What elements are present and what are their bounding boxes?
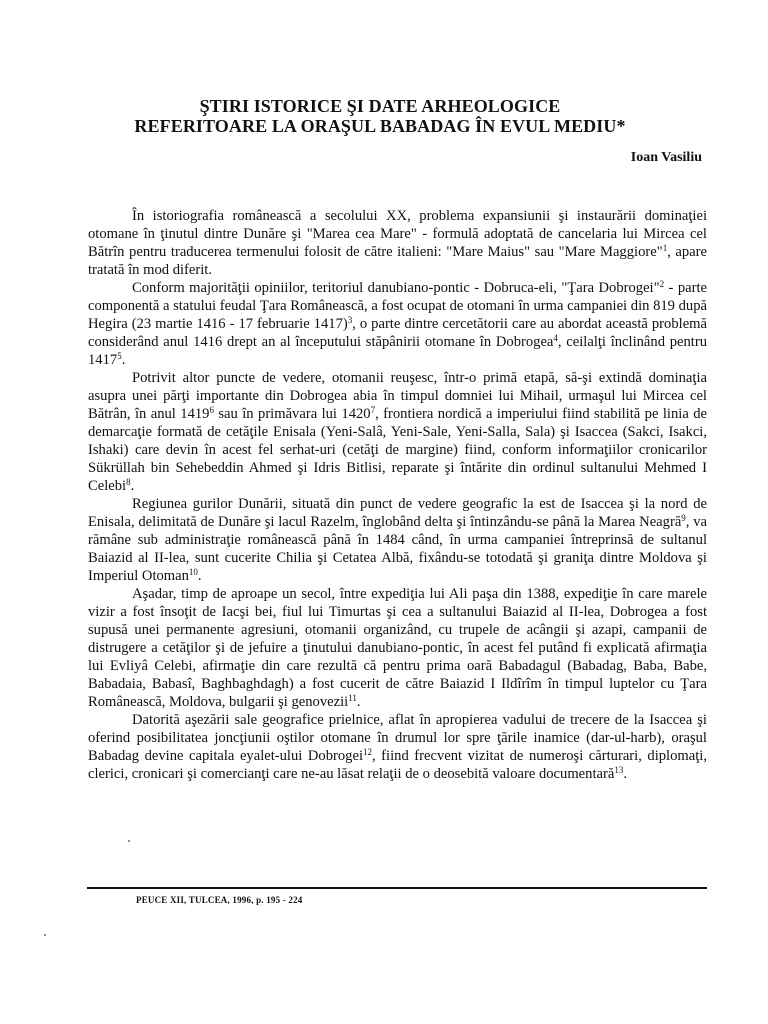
article-title [60, 96, 700, 136]
footnote-ref: 10 [188, 567, 198, 577]
text-run: Datorită aşezării sale geografice prielnice, aflat în apropierea vadului de trecere de la Isaccea şi oferind posibilitatea joncţiunii oştilor otomane în drumul lor spre ţările inamice (dar-ul-harb), oraşul Babadag devine capitala eyalet-ului Dobrogei [88, 712, 707, 764]
text-run: , apare tratată în mod diferit. [88, 244, 707, 278]
text-run: , frontiera nordică a imperiului fiind stabilită pe linia de demarcaţie formată de cetăţile Enisala (Yeni-Salâ, Yeni-Sale, Yeni-Salla, Sala) şi Isaccea (Sakci, Isakci, Ishaki) care devin în acest fel serhat-uri (cetăţi de margine) fiind, conform informaţiilor cronicarilor Sükrüllah bin Sehebeddin Ahmed şi Idris Bitlisi, reparate şi întărite din ordinul sultanului Mehmed I Celebi [88, 406, 707, 494]
paragraph [88, 495, 707, 585]
text-run: . [130, 478, 135, 494]
author-name: Ioan Vasiliu [630, 150, 702, 165]
footnote-ref: 5 [117, 351, 122, 361]
text-run: sau în primăvara lui 1420 [213, 406, 371, 422]
journal-citation: PEUCE XII, TULCEA, 1996, p. 195 - 224 [136, 895, 303, 905]
title-line-2: REFERITOARE LA ORAŞUL BABADAG ÎN EVUL MEDIU* [134, 116, 626, 136]
text-run: . [356, 694, 361, 710]
scan-speck [128, 840, 130, 842]
text-run: , va rămâne sub administraţie românească până în 1484 când, în urma campaniei întreprinsă de sultanul Baiazid al II-lea, sunt cucerite Chilia şi Cetatea Albă, fixându-se totodată şi graniţa dintre Moldova şi Imperiul Otoman [88, 514, 707, 584]
text-run: . [623, 766, 627, 782]
article-body [88, 207, 707, 783]
text-run: , ceilalţi înclinând pentru 1417 [88, 334, 707, 368]
paragraph [88, 585, 707, 711]
text-run: Regiunea gurilor Dunării, situată din punct de vedere geografic la est de Isaccea şi la nord de Enisala, delimitată de Dunăre şi lacul Razelm, înglobând delta şi întinzându-se până la Marea Neagră [88, 496, 707, 530]
footer-divider [87, 887, 707, 889]
paragraph [88, 369, 707, 495]
footnote-ref: 12 [363, 747, 372, 757]
text-run: Aşadar, timp de aproape un secol, între expediţia lui Ali paşa din 1388, expediţie în care marele vizir a fost însoţit de Iacşi bei, fiul lui Timurtas şi cea a sultanului Baiazid al II-lea, Dobrogea a fost supusă unei permanente agresiuni, otomanii organizând, cu trupele de acângii şi azapi, campanii de distrugere a cetăţilor şi de jefuire a ţinutului danubiano-pontic, în acest fel putând fi explicată afirmaţia lui Evliyâ Celebi, afirmaţie din care rezultă că pentru prima oară Babadagul (Babadag, Baba, Babe, Babadaia, Babasî, Baghbaghdagh) a fost cucerit de către Baiazid I Ildîrîm în timpul luptelor cu Ţara Românească, Moldova, bulgarii şi genovezii [88, 586, 707, 710]
footnote-ref: 1 [662, 243, 668, 253]
text-run: - parte componentă a statului feudal Ţara Românească, a fost ocupat de otomani în urma campaniei din 819 după Hegira (23 martie 1416 - 17 februarie 1417) [88, 280, 708, 332]
footnote-ref: 9 [681, 513, 686, 523]
footnote-ref: 4 [553, 333, 558, 343]
paragraph [88, 279, 707, 369]
paragraph [88, 711, 707, 783]
text-run: . [197, 568, 202, 584]
title-line-1: ŞTIRI ISTORICE ŞI DATE ARHEOLOGICE [199, 96, 561, 116]
footnote-ref: 8 [126, 477, 131, 487]
footnote-ref: 2 [659, 279, 665, 289]
footnote-ref: 13 [614, 765, 624, 775]
text-run: , o parte dintre cercetătorii care au abordat această problemă considerând anul 1416 drept an al începutului stăpânirii otomane în Dobrogea [88, 316, 707, 350]
footnote-ref: 11 [348, 693, 357, 703]
text-run: Potrivit altor puncte de vedere, otomanii reuşesc, într-o primă etapă, să-şi extindă dominaţia asupra unei părţi importante din Dobrogea abia în timpul domniei lui Mihail, urmaşul lui Mircea cel Bătrân, în anul 1419 [88, 370, 707, 422]
text-run: . [121, 352, 126, 368]
scan-speck [44, 934, 46, 936]
text-run: , fiind frecvent vizitat de numeroşi cărturari, diplomaţi, clerici, cronicari şi comercianţi care ne-au lăsat relaţii de o deosebită valoare documentară [88, 748, 707, 782]
footnote-ref: 3 [347, 315, 353, 325]
footnote-ref: 7 [370, 405, 376, 415]
paragraph [88, 207, 707, 279]
text-run: În istoriografia românească a secolului XX, problema expansiunii şi instaurării dominaţiei otomane în ţinutul dintre Dunăre şi "Marea cea Mare" - formulă adoptată de cancelaria lui Mircea cel Bătrîn pentru traducerea termenului folosit de către italieni: "Mare Maius" sau "Mare Maggiore" [88, 208, 707, 260]
text-run: Conform majorităţii opiniilor, teritoriul danubiano-pontic - Dobruca-eli, "Ţara Dobrogei" [132, 280, 660, 296]
footnote-ref: 6 [209, 405, 214, 415]
